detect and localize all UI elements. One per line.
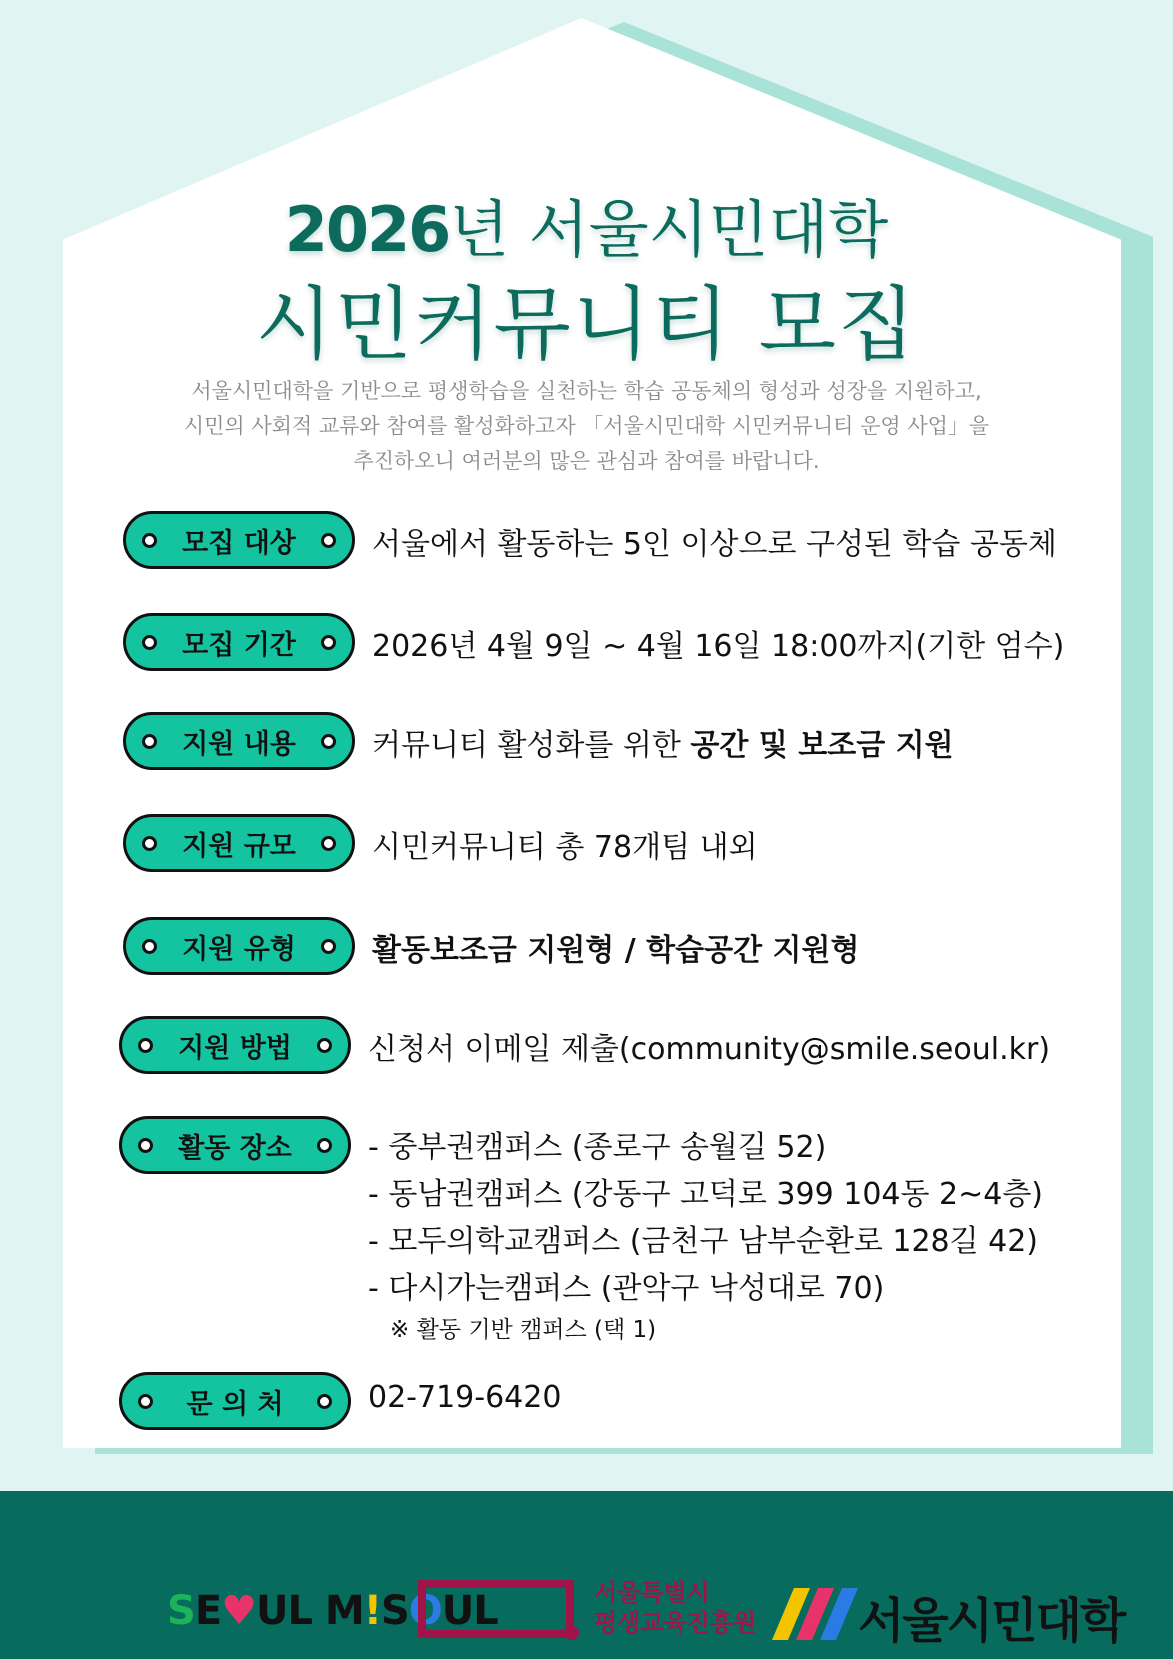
label-pill-support-content: [123, 712, 355, 770]
university-logo-icon: [772, 1588, 862, 1640]
pill-label: 지원 유형: [182, 933, 296, 965]
location-note: ※ 활동 기반 캠퍼스 (택 1): [390, 1317, 657, 1343]
pill-label: 문 의 처: [186, 1388, 284, 1420]
value-location-list: [368, 1124, 1043, 1348]
pill-label: 지원 규모: [182, 830, 296, 862]
location-item: - 모두의학교캠퍼스 (금천구 남부순환로 128길 42): [368, 1224, 1039, 1259]
bullet-dot-icon: [317, 1138, 332, 1153]
label-pill-target: [123, 511, 355, 569]
title-line1-rest: 년 서울시민대학: [449, 193, 889, 266]
institute-name-line1: 서울특별시: [594, 1579, 710, 1607]
institute-logo-text: [594, 1578, 756, 1638]
bullet-dot-icon: [142, 836, 157, 851]
location-item: - 동남권캠퍼스 (강동구 고덕로 399 104동 2~4층): [368, 1177, 1044, 1212]
value-plain: 커뮤니티 활성화를 위한: [372, 728, 691, 763]
bullet-dot-icon: [142, 734, 157, 749]
pill-label: 지원 내용: [182, 728, 296, 760]
label-pill-scale: [123, 814, 355, 872]
bullet-dot-icon: [138, 1394, 153, 1409]
pill-label: 모집 대상: [182, 527, 296, 559]
bullet-dot-icon: [142, 533, 157, 548]
bullet-dot-icon: [321, 939, 336, 954]
seoul-my-soul-logo: SE♥UL M!SOUL: [167, 1588, 498, 1634]
label-pill-contact: [119, 1372, 351, 1430]
bullet-dot-icon: [138, 1138, 153, 1153]
bullet-dot-icon: [138, 1038, 153, 1053]
page-title-line2: 시민커뮤니티 모집: [255, 278, 918, 371]
intro-line: 추진하오니 여러분의 많은 관심과 참여를 바랍니다.: [353, 449, 820, 473]
bullet-dot-icon: [321, 734, 336, 749]
label-pill-period: [123, 613, 355, 671]
bullet-dot-icon: [317, 1038, 332, 1053]
label-pill-location: [119, 1116, 351, 1174]
bullet-dot-icon: [142, 939, 157, 954]
bullet-dot-icon: [142, 635, 157, 650]
university-name: 서울시민대학: [858, 1593, 1125, 1649]
value-contact: 02-719-6420: [368, 1380, 562, 1415]
intro-line: 시민의 사회적 교류와 참여를 활성화하고자 「서울시민대학 시민커뮤니티 운영 사업」을: [183, 414, 990, 438]
label-pill-method: [119, 1016, 351, 1074]
value-support-content: [372, 720, 954, 764]
value-scale: 시민커뮤니티 총 78개팀 내외: [372, 830, 758, 865]
value-bold: 공간 및 보조금 지원: [690, 728, 954, 763]
location-item: - 다시가는캠퍼스 (관악구 낙성대로 70): [368, 1271, 885, 1306]
bullet-dot-icon: [321, 533, 336, 548]
title-year: 2026: [284, 193, 450, 266]
value-type: 활동보조금 지원형 / 학습공간 지원형: [372, 933, 860, 968]
bullet-dot-icon: [317, 1394, 332, 1409]
value-target: 서울에서 활동하는 5인 이상으로 구성된 학습 공동체: [372, 527, 1057, 562]
intro-line: 서울시민대학을 기반으로 평생학습을 실천하는 학습 공동체의 형성과 성장을 지원하고,: [191, 379, 982, 403]
bullet-dot-icon: [321, 836, 336, 851]
institute-name-line2: 평생교육진흥원: [594, 1609, 757, 1637]
label-pill-type: [123, 917, 355, 975]
bullet-dot-icon: [321, 635, 336, 650]
institute-logo-frame-icon: [418, 1580, 574, 1638]
pill-label: 지원 방법: [178, 1032, 292, 1064]
institute-logo-dot-icon: [565, 1626, 579, 1640]
location-item: - 중부권캠퍼스 (종로구 송월길 52): [368, 1130, 827, 1165]
pill-label: 활동 장소: [178, 1132, 292, 1164]
pill-label: 모집 기간: [182, 629, 296, 661]
value-period: 2026년 4월 9일 ~ 4월 16일 18:00까지(기한 엄수): [372, 629, 1065, 664]
page-title-line1: [0, 180, 1173, 269]
intro-paragraph: [0, 374, 1173, 479]
value-method: 신청서 이메일 제출(community@smile.seoul.kr): [368, 1032, 1051, 1067]
